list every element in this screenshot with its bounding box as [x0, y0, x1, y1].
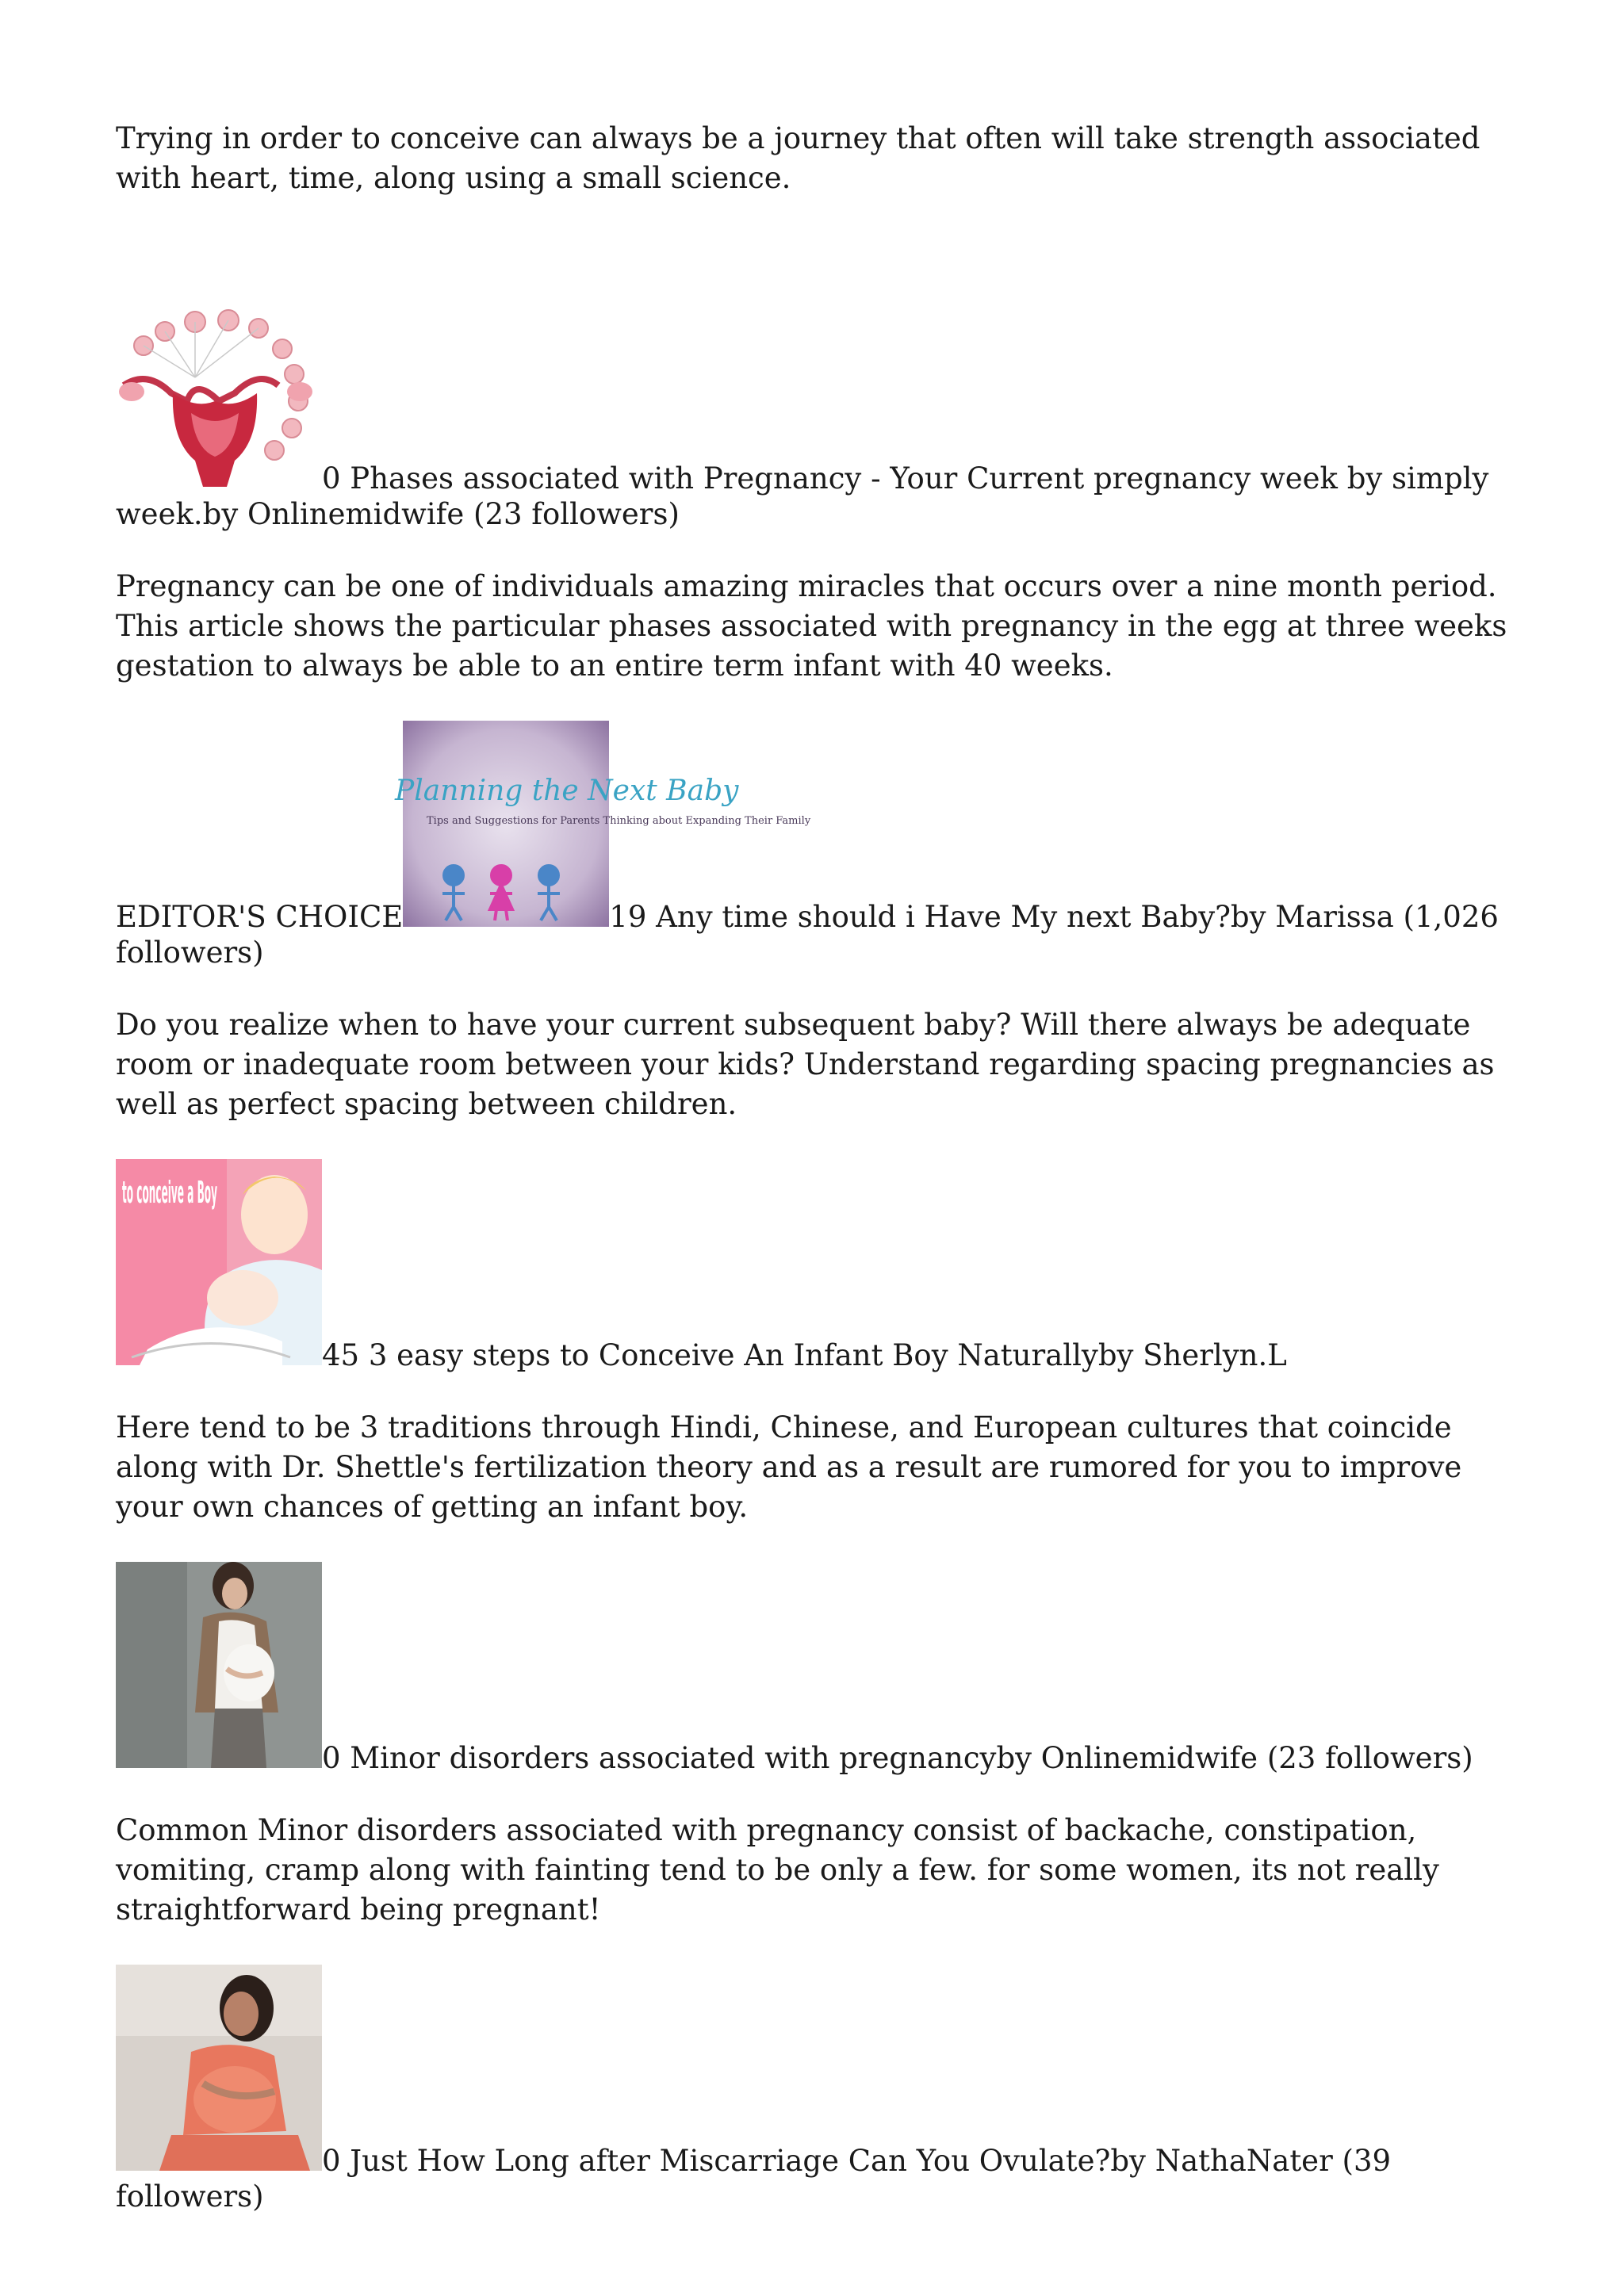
related-article-1[interactable]: [116, 282, 1511, 532]
spacer: [116, 233, 1511, 282]
pregnant-woman-wall-thumbnail[interactable]: [116, 1562, 322, 1768]
woman-orange-dress-thumbnail[interactable]: [116, 1965, 322, 2171]
article-3-link[interactable]: 45 3 easy steps to Conceive An Infant Boy Naturallyby Sherlyn.L: [322, 1338, 1287, 1372]
conceive-boy-image: [116, 1159, 322, 1365]
uterus-diagram-image: [116, 282, 322, 488]
pregnant-woman-wall-image: [116, 1562, 322, 1768]
conceive-boy-thumbnail[interactable]: [116, 1159, 322, 1365]
next-baby-thumbnail[interactable]: [395, 721, 811, 927]
related-article-5[interactable]: [116, 1965, 1511, 2214]
article-2-link[interactable]: 19 Any time should i Have My next Baby?by Marissa (1,026 followers): [116, 900, 1499, 970]
article-3-description: Here tend to be 3 traditions through Hindi, Chinese, and European cultures that coincide along with Dr. Shettle's fertilization theory and as a result are rumored for you to improve your own chances of getting an infant boy.: [116, 1410, 1462, 1524]
article-1-description: Pregnancy can be one of individuals amazing miracles that occurs over a nine month period. This article shows the particular phases associated with pregnancy in the egg at three weeks gestation to always be able to an entire term infant with 40 weeks.: [116, 569, 1507, 683]
intro-paragraph: Trying in order to conceive can always be a journey that often will take strength associated with heart, time, along using a small science.: [116, 121, 1480, 195]
related-article-4[interactable]: [116, 1562, 1511, 1776]
article-body: [116, 119, 1511, 2249]
related-article-2[interactable]: [116, 721, 1511, 970]
thumb-overlay-text: to conceive a Boy: [122, 1175, 218, 1210]
editors-choice-badge: EDITOR'S CHOICE: [116, 900, 404, 934]
related-article-3[interactable]: [116, 1159, 1511, 1373]
article-4-link[interactable]: 0 Minor disorders associated with pregnancyby Onlinemidwife (23 followers): [322, 1741, 1473, 1775]
uterus-diagram-thumbnail[interactable]: [116, 282, 322, 488]
woman-orange-dress-image: [116, 1965, 322, 2171]
next-baby-image: [395, 721, 811, 927]
article-1-link[interactable]: 0 Phases associated with Pregnancy - Your Current pregnancy week by simply week.by Onlinemidwife (23 followers): [116, 461, 1489, 531]
thumb-title-text: Planning the Next Baby: [395, 775, 739, 807]
article-2-description: Do you realize when to have your current subsequent baby? Will there always be adequate room or inadequate room between your kids? Understand regarding spacing pregnancies as well as perfect spacing between children.: [116, 1008, 1495, 1121]
article-5-link[interactable]: 0 Just How Long after Miscarriage Can You Ovulate?by NathaNater (39 followers): [116, 2144, 1392, 2214]
thumb-subtitle-text: Tips and Suggestions for Parents Thinking about Expanding Their Family: [427, 815, 811, 827]
article-4-description: Common Minor disorders associated with pregnancy consist of backache, constipation, vomiting, cramp along with fainting tend to be only a few. for some women, its not really straightforward being pregnant!: [116, 1813, 1439, 1927]
